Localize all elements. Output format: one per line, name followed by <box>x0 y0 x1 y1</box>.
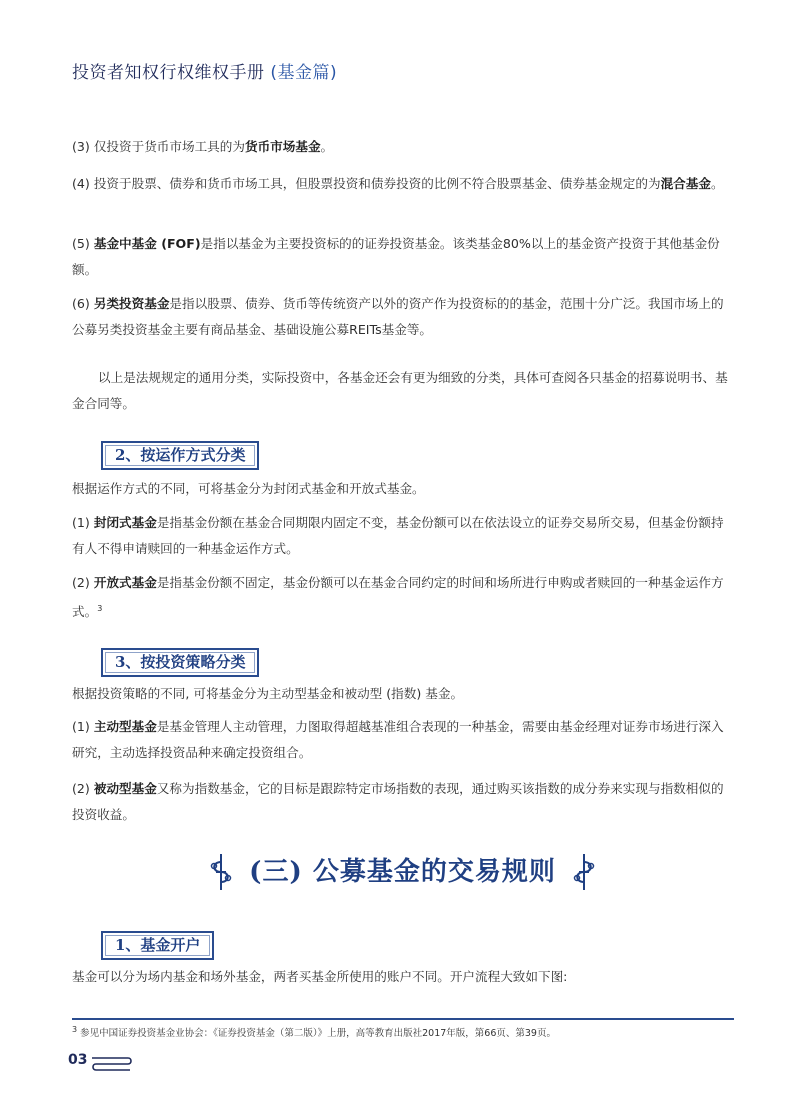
para-term: 封闭式基金 <box>93 515 157 530</box>
para-text: 。 <box>710 176 724 191</box>
subheading-strategy: 3、按投资策略分类 <box>101 648 259 677</box>
paragraph-alternative-fund <box>72 291 734 343</box>
para-text: 是指以股票、债券、货币等传统资产以外的资产作为投资标的的基金，范围十分广泛。我国市场上的公募另类投资基金主要有商品基金、基础设施公募REITs基金等。 <box>72 296 724 337</box>
paragraph-strategy-intro: 根据投资策略的不同, 可将基金分为主动型基金和被动型 (指数) 基金。 <box>72 686 464 701</box>
paragraph-mixed-fund <box>72 171 734 197</box>
paragraph-account-intro: 基金可以分为场内基金和场外基金，两者买基金所使用的账户不同。开户流程大致如下图: <box>72 969 568 984</box>
para-text: (1) <box>72 719 94 734</box>
section-title <box>0 850 805 894</box>
header-subtitle: (基金篇) <box>270 63 338 83</box>
paragraph-open-end <box>72 570 734 625</box>
footnote-divider <box>72 1018 734 1020</box>
para-term: 混合基金 <box>660 176 711 191</box>
para-text: 是指以基金为主要投资标的的证券投资基金。该类基金80%以上的基金资产投资于其他基金份额。 <box>72 236 720 277</box>
paragraph-fof <box>72 231 734 283</box>
header-title: 投资者知权行权维权手册 <box>72 63 265 83</box>
footnote-ref: 3 <box>97 604 103 613</box>
para-text: 又称为指数基金，它的目标是跟踪特定市场指数的表现，通过购买该指数的成分券来实现与指数相似的投资收益。 <box>72 781 724 822</box>
para-text: 是指基金份额不固定，基金份额可以在基金合同约定的时间和场所进行申购或者赎回的一种基金运作方式。 <box>72 575 724 620</box>
paragraph-summary: 以上是法规规定的通用分类，实际投资中，各基金还会有更为细致的分类，具体可查阅各只基金的招募说明书、基金合同等。 <box>72 370 728 411</box>
subheading-operation-mode: 2、按运作方式分类 <box>101 441 259 470</box>
page-number: 03 <box>68 1052 88 1068</box>
para-text: (2) <box>72 575 94 590</box>
para-text: 是指基金份额在基金合同期限内固定不变，基金份额可以在依法设立的证券交易所交易，但基金份额持有人不得申请赎回的一种基金运作方式。 <box>72 515 724 556</box>
page-header <box>72 58 337 83</box>
para-text: (6) <box>72 296 94 311</box>
para-term: 基金中基金 (FOF) <box>93 236 201 251</box>
para-text: 。 <box>320 139 334 154</box>
paragraph-money-market <box>72 134 734 160</box>
paragraph-closed-end <box>72 510 734 562</box>
footnote <box>72 1025 556 1039</box>
page-number-swoosh-icon <box>90 1054 134 1074</box>
paragraph-operation-intro: 根据运作方式的不同，可将基金分为封闭式基金和开放式基金。 <box>72 481 425 496</box>
footnote-mark: 3 <box>72 1025 78 1034</box>
para-text: (2) <box>72 781 94 796</box>
para-term: 另类投资基金 <box>93 296 170 311</box>
para-text: (3) 仅投资于货币市场工具的为 <box>72 139 245 154</box>
para-text: 是基金管理人主动管理，力图取得超越基准组合表现的一种基金，需要由基金经理对证券市场进行深入研究，主动选择投资品种来确定投资组合。 <box>72 719 724 760</box>
subheading-account-opening: 1、基金开户 <box>101 931 214 960</box>
para-term: 货币市场基金 <box>244 139 321 154</box>
ornament-right-icon <box>571 852 597 892</box>
para-text: (5) <box>72 236 94 251</box>
ornament-left-icon <box>208 852 234 892</box>
paragraph-active-fund <box>72 714 734 766</box>
section-title-text: (三) 公募基金的交易规则 <box>249 857 556 887</box>
para-term: 被动型基金 <box>93 781 157 796</box>
paragraph-passive-fund <box>72 776 734 828</box>
footnote-text: 参见中国证券投资基金业协会：《证券投资基金（第二版）》上册，高等教育出版社2017年版，第66页、第39页。 <box>77 1028 556 1040</box>
para-text: (4) 投资于股票、债券和货币市场工具，但股票投资和债券投资的比例不符合股票基金、债券基金规定的为 <box>72 176 661 191</box>
para-term: 主动型基金 <box>93 719 157 734</box>
para-term: 开放式基金 <box>93 575 157 590</box>
para-text: (1) <box>72 515 94 530</box>
